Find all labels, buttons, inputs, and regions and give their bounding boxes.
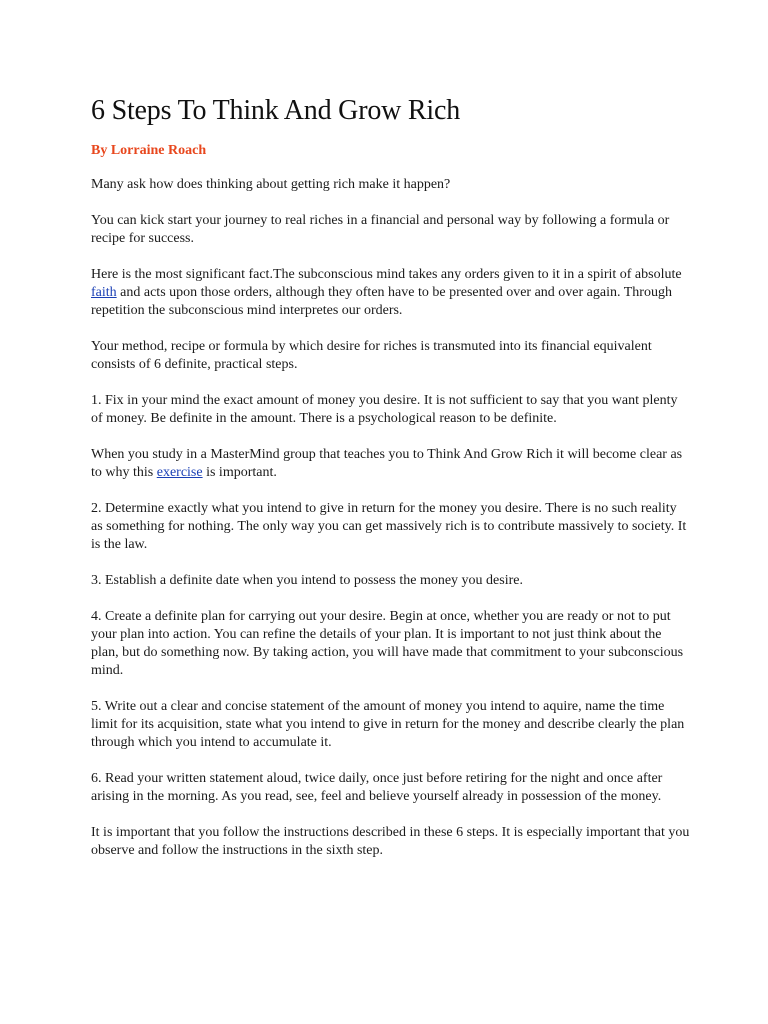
faith-link[interactable]: faith <box>91 285 117 300</box>
exercise-link[interactable]: exercise <box>156 465 203 480</box>
paragraph-kick-start: You can kick start your journey to real riches in a financial and personal way by following a formula or recipe for success. <box>91 213 670 246</box>
paragraph-mastermind <box>91 446 691 482</box>
paragraph-intro-question: Many ask how does thinking about getting rich make it happen? <box>91 177 451 192</box>
paragraph-method: Your method, recipe or formula by which desire for riches is transmuted into its financial equivalent consists of 6 definite, practical steps. <box>91 339 652 372</box>
document-page <box>91 93 691 878</box>
paragraph-conclusion: It is important that you follow the instructions described in these 6 steps. It is especially important that you observe and follow the instructions in the sixth step. <box>91 825 690 858</box>
paragraph-step-5: 5. Write out a clear and concise statement of the amount of money you intend to aquire, name the time limit for its acquisition, state what you intend to give in return for the money and describe clearly the plan through which you intend to accumulate it. <box>91 699 685 750</box>
page-title: 6 Steps To Think And Grow Rich <box>91 95 461 126</box>
paragraph-text: Here is the most significant fact.The subconscious mind takes any orders given to it in a spirit of absolute <box>91 267 682 282</box>
paragraph-step-3: 3. Establish a definite date when you intend to possess the money you desire. <box>91 573 523 588</box>
paragraph-significant-fact <box>91 266 691 320</box>
paragraph-text: is important. <box>202 465 277 480</box>
author-byline: By Lorraine Roach <box>91 143 207 158</box>
paragraph-step-6: 6. Read your written statement aloud, twice daily, once just before retiring for the night and once after arising in the morning. As you read, see, feel and believe yourself already in possession of the money. <box>91 771 663 804</box>
paragraph-text: and acts upon those orders, although they often have to be presented over and over again. Through repetition the subconscious mind interpretes our orders. <box>91 285 672 318</box>
paragraph-step-1: 1. Fix in your mind the exact amount of money you desire. It is not sufficient to say that you want plenty of money. Be definite in the amount. There is a psychological reason to be definite. <box>91 393 678 426</box>
paragraph-step-2: 2. Determine exactly what you intend to give in return for the money you desire. There is no such reality as something for nothing. The only way you can get massively rich is to contribute massively to society. It is the law. <box>91 501 687 552</box>
paragraph-text: When you study in a MasterMind group that teaches you to Think And Grow Rich it will become clear as to why this <box>91 447 683 480</box>
paragraph-step-4: 4. Create a definite plan for carrying out your desire. Begin at once, whether you are ready or not to put your plan into action. You can refine the details of your plan. It is important to not just think about the plan, but do something now. By taking action, you will have made that commitment to your subconscious mind. <box>91 609 684 678</box>
